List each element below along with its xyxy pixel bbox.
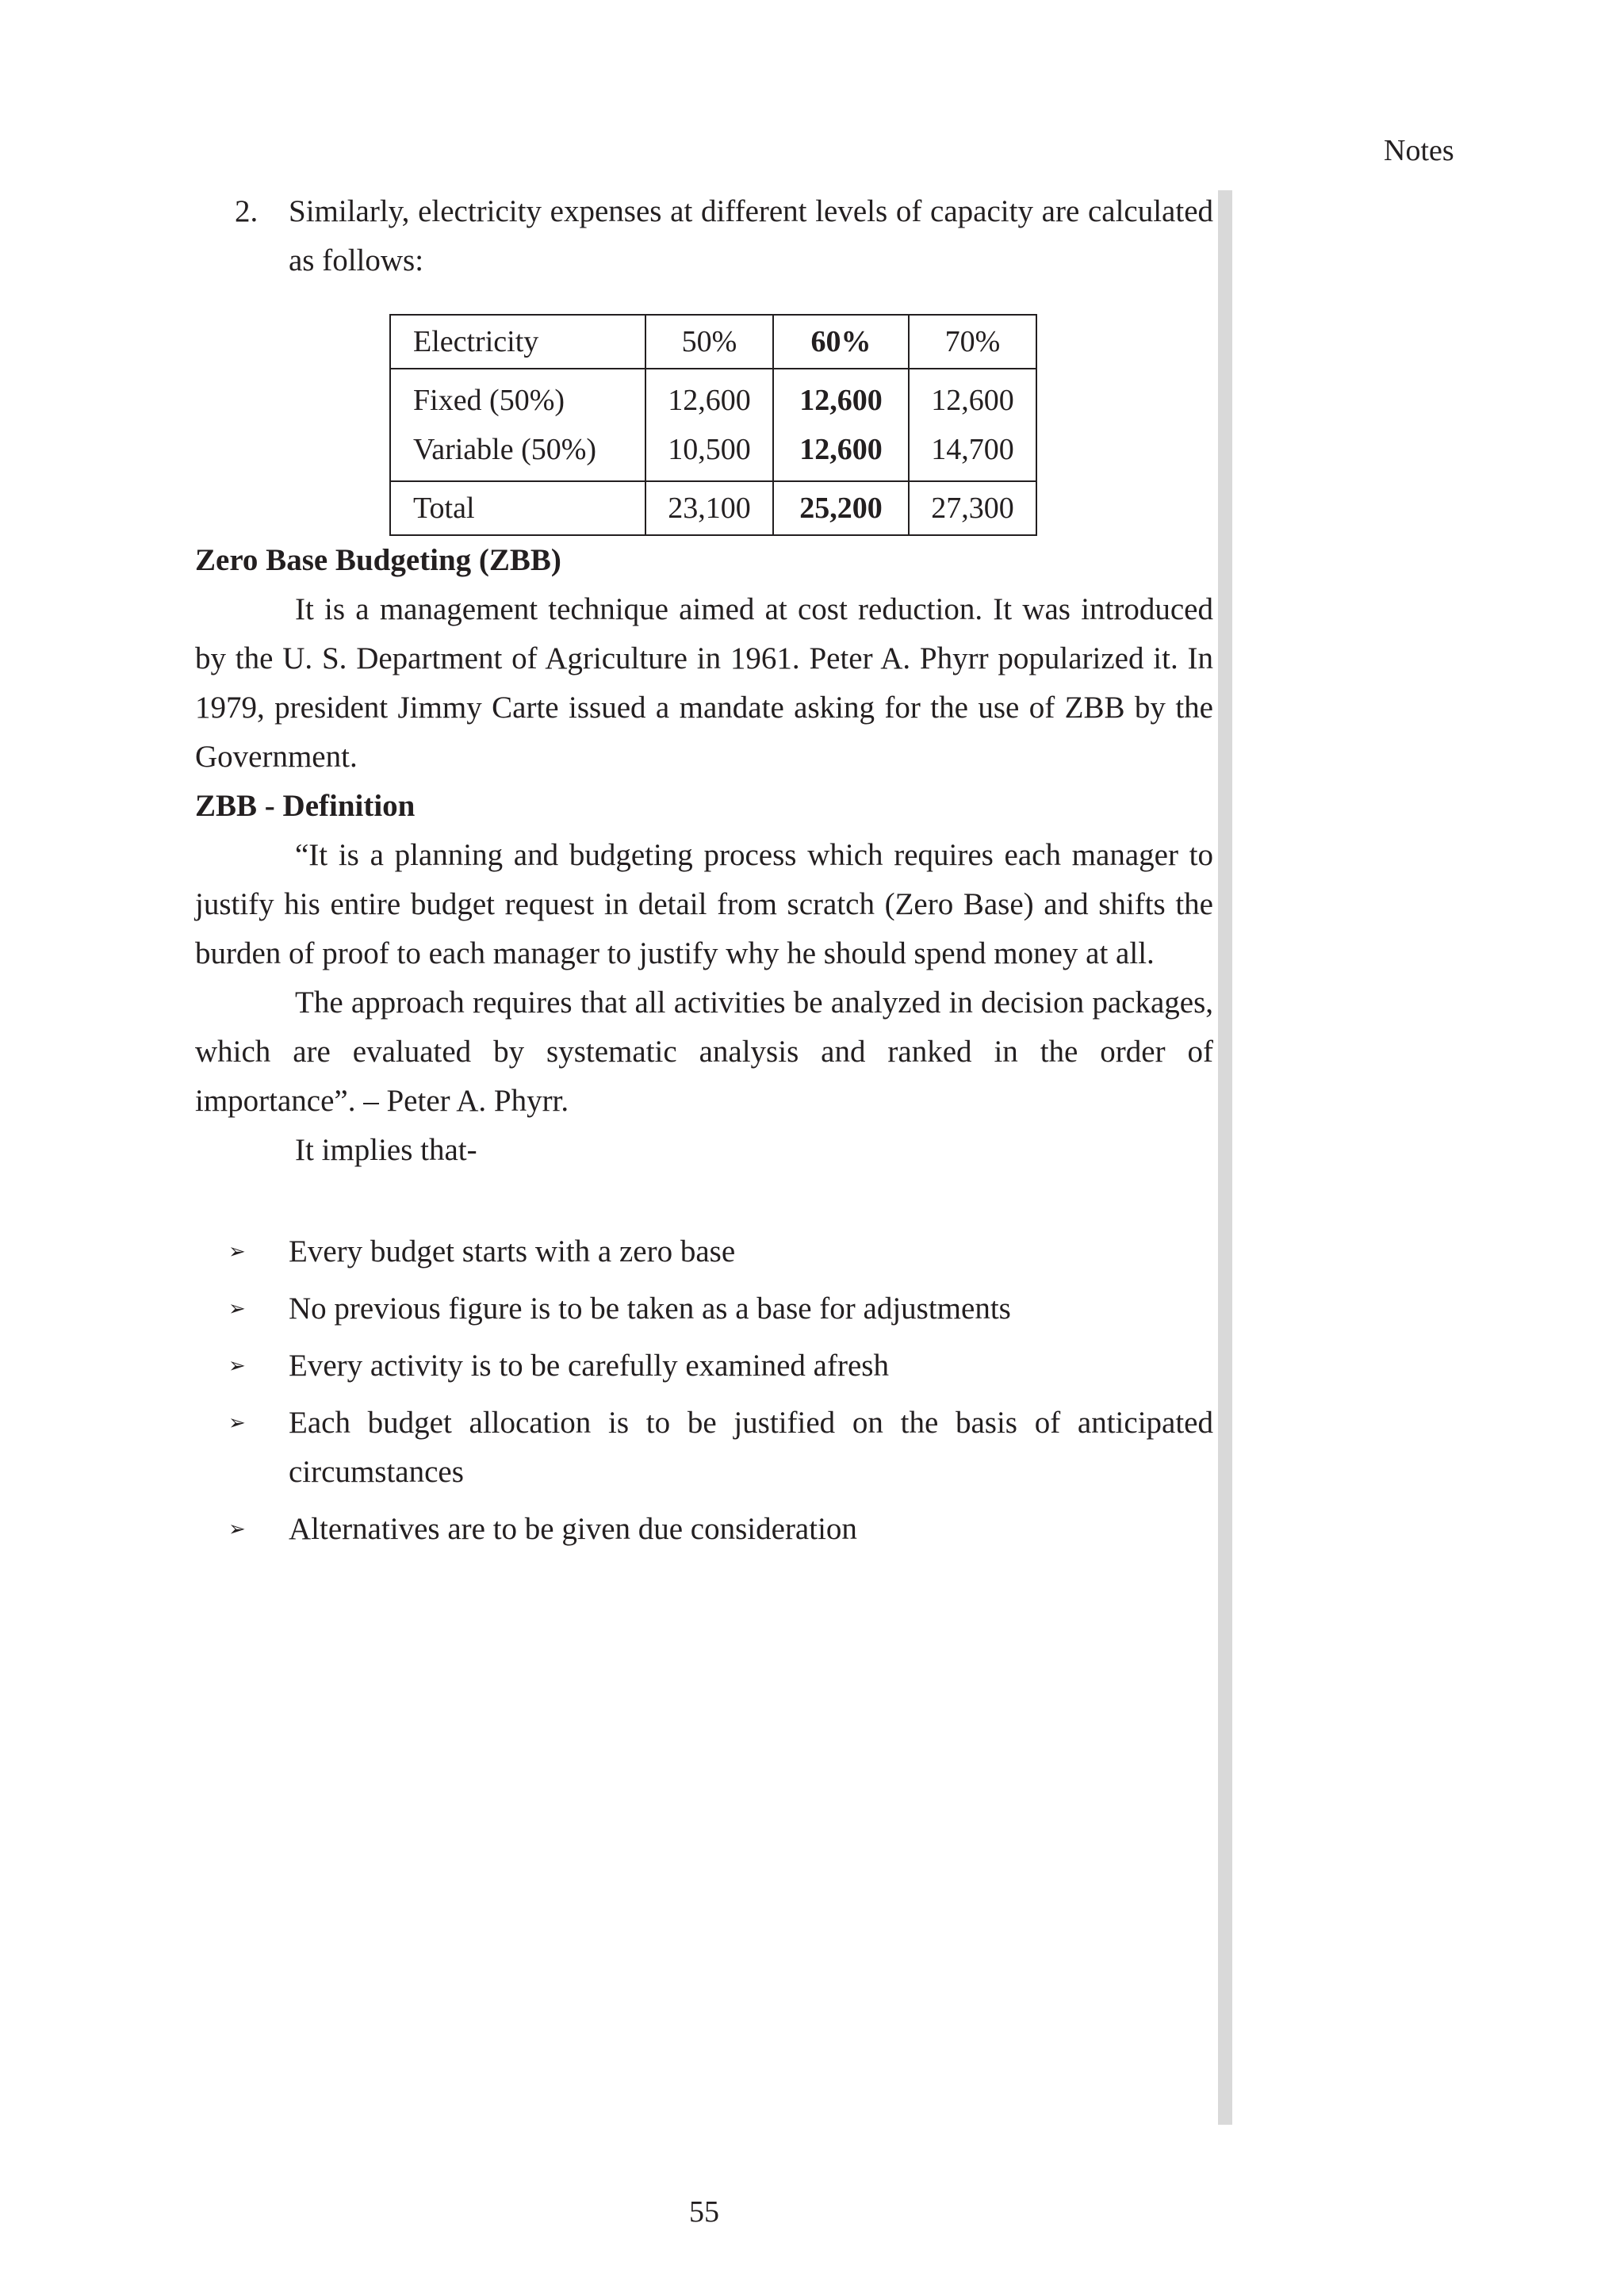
table-total-row [390, 481, 1036, 535]
margin-side-rule [1218, 190, 1232, 2125]
electricity-table [389, 314, 1037, 536]
notes-margin-label: Notes [1384, 134, 1454, 167]
arrow-bullet-icon: ➢ [228, 1297, 246, 1321]
header-cell-70: 70% [909, 315, 1036, 369]
list-item [195, 1341, 1213, 1391]
arrow-bullet-icon: ➢ [228, 1240, 246, 1264]
fixed-70-value: 12,600 [931, 384, 1014, 417]
implications-list [195, 1227, 1213, 1554]
arrow-bullet-icon: ➢ [228, 1411, 246, 1435]
list-item [195, 1284, 1213, 1334]
list-item [195, 1399, 1213, 1497]
implies-intro: It implies that- [295, 1133, 477, 1167]
item-text: Similarly, electricity expenses at different levels of capacity are calculated as follows: [289, 194, 1213, 277]
total-70-value: 27,300 [909, 481, 1036, 535]
arrow-bullet-icon: ➢ [228, 1517, 246, 1541]
zbb-heading: Zero Base Budgeting (ZBB) [195, 543, 561, 577]
header-cell-50: 50% [645, 315, 773, 369]
list-item-text: No previous figure is to be taken as a base for adjustments [289, 1292, 1011, 1326]
list-item-text: Each budget allocation is to be justified on the basis of anticipated circumstances [289, 1406, 1213, 1489]
variable-70-value: 14,700 [931, 433, 1014, 466]
fixed-50-value: 12,600 [668, 384, 751, 417]
electricity-table-wrapper [389, 314, 1213, 536]
list-item-text: Every budget starts with a zero base [289, 1234, 736, 1269]
total-60-value: 25,200 [773, 481, 909, 535]
arrow-bullet-icon: ➢ [228, 1354, 246, 1378]
page-content [195, 187, 1213, 1562]
row-label-fixed: Fixed (50%) [413, 384, 565, 417]
table-header-row [390, 315, 1036, 369]
page-number: 55 [689, 2195, 719, 2229]
values-60-cell [773, 369, 909, 481]
definition-quote-paragraph-2: The approach requires that all activities be analyzed in decision packages, which are evaluated by systematic analysis and ranked in the order of importance”. – Peter A. Phyrr. [195, 985, 1213, 1118]
fixed-60-value: 12,600 [799, 384, 883, 417]
table-body-row [390, 369, 1036, 481]
header-cell-60: 60% [773, 315, 909, 369]
zbb-intro-paragraph: It is a management technique aimed at cost reduction. It was introduced by the U. S. Department of Agriculture in 1961. Peter A. Phyrr popularized it. In 1979, president Jimmy Carte issued a mandate asking for the use of ZBB by the Government. [195, 592, 1213, 774]
row-labels-cell [390, 369, 645, 481]
numbered-item-2 [195, 187, 1213, 285]
list-item [195, 1227, 1213, 1276]
variable-50-value: 10,500 [668, 433, 751, 466]
list-item-text: Every activity is to be carefully examined afresh [289, 1349, 889, 1383]
total-50-value: 23,100 [645, 481, 773, 535]
item-number: 2. [235, 194, 259, 228]
list-item-text: Alternatives are to be given due consideration [289, 1512, 857, 1546]
zbb-definition-heading: ZBB - Definition [195, 789, 416, 823]
values-70-cell [909, 369, 1036, 481]
list-item [195, 1505, 1213, 1554]
variable-60-value: 12,600 [799, 433, 883, 466]
definition-quote-paragraph-1: “It is a planning and budgeting process which requires each manager to justify his entire budget request in detail from scratch (Zero Base) and shifts the burden of proof to each manager to justify why he should spend money at all. [195, 838, 1213, 970]
values-50-cell [645, 369, 773, 481]
row-label-variable: Variable (50%) [413, 433, 597, 466]
total-label: Total [390, 481, 645, 535]
header-cell-electricity: Electricity [390, 315, 645, 369]
